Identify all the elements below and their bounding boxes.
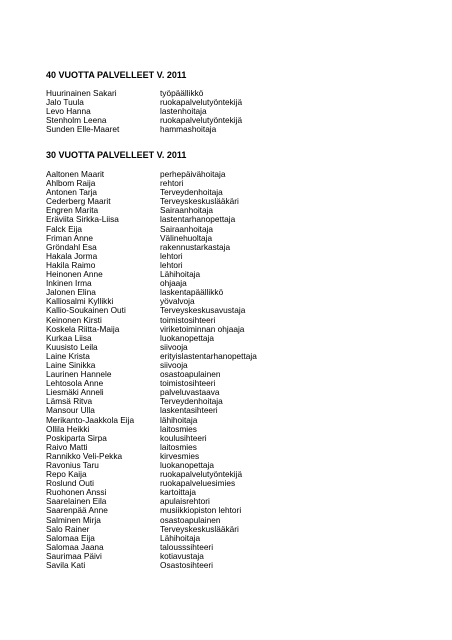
list-40-years — [46, 89, 406, 134]
list-item — [46, 116, 406, 125]
list-item — [46, 188, 406, 197]
person-name: Aaltonen Maarit — [46, 170, 105, 179]
list-item — [46, 297, 406, 306]
list-item — [46, 506, 406, 515]
person-name: Falck Eija — [46, 224, 82, 234]
list-item — [46, 197, 406, 206]
job-title: luokanopettaja — [160, 461, 214, 470]
person-name: Antonen Tarja — [46, 188, 98, 198]
job-title: lastenhoitaja — [160, 107, 207, 117]
list-item — [46, 379, 406, 388]
job-title: laitosmies — [160, 442, 197, 452]
job-title: ruokapalvelutyöntekijä — [160, 116, 243, 126]
job-title: laskentasihteeri — [160, 406, 218, 416]
job-title: musiikkiopiston lehtori — [160, 506, 242, 516]
person-name: Sunden Elle-Maaret — [46, 125, 120, 135]
list-item — [46, 243, 406, 252]
person-name: Inkinen Irma — [46, 279, 92, 289]
person-name: Eräviita Sirkka-Liisa — [46, 215, 119, 225]
job-title: Terveyskeskuslääkäri — [160, 524, 239, 534]
person-name: Ahlbom Raija — [46, 179, 96, 189]
person-name: Koskela Riitta-Maija — [46, 324, 120, 334]
list-item — [46, 461, 406, 470]
list-item — [46, 488, 406, 497]
job-title: Terveyskeskuslääkäri — [160, 197, 239, 207]
list-item — [46, 534, 406, 543]
person-name: Kurkaa Liisa — [46, 333, 92, 343]
job-title: Lähihoitaja — [160, 533, 201, 543]
person-name: Hakala Jorma — [46, 251, 98, 261]
list-item — [46, 270, 406, 279]
person-name: Ruohonen Anssi — [46, 488, 107, 498]
list-item — [46, 370, 406, 379]
list-item — [46, 388, 406, 397]
job-title: Terveydenhoitaja — [160, 188, 223, 198]
job-title: apulaisrehtori — [160, 497, 210, 507]
job-title: toimistosihteeri — [160, 315, 216, 325]
job-title: laskentapäällikkö — [160, 288, 224, 298]
person-name: Ollila Heikki — [46, 424, 90, 434]
person-name: Kallio-Soukainen Outi — [46, 306, 126, 316]
job-title: Lähihoitaja — [160, 270, 201, 280]
person-name: Cederberg Maarit — [46, 197, 111, 207]
list-item — [46, 179, 406, 188]
job-title: ruokapalvelutyöntekijä — [160, 98, 243, 108]
person-name: Keinonen Kirsti — [46, 315, 102, 325]
job-title: Terveyskeskusavustaja — [160, 306, 246, 316]
job-title: toimistosihteeri — [160, 379, 216, 389]
list-item — [46, 516, 406, 525]
job-title: kotiavustaja — [160, 551, 204, 561]
person-name: Kuusisto Leila — [46, 342, 98, 352]
list-item — [46, 215, 406, 224]
list-item — [46, 261, 406, 270]
person-name: Engren Marita — [46, 206, 99, 216]
list-item — [46, 279, 406, 288]
job-title: rakennustarkastaja — [160, 242, 231, 252]
list-item — [46, 352, 406, 361]
job-title: työpäällikkö — [160, 89, 204, 98]
list-item — [46, 107, 406, 116]
job-title: osastoapulainen — [160, 515, 221, 525]
list-item — [46, 552, 406, 561]
list-item — [46, 288, 406, 297]
list-30-years — [46, 170, 406, 570]
list-item — [46, 543, 406, 552]
list-item — [46, 479, 406, 488]
person-name: Kalliosalmi Kyllikki — [46, 297, 114, 307]
person-name: Salomaa Eija — [46, 533, 95, 543]
list-item — [46, 125, 406, 134]
job-title: lehtori — [160, 251, 183, 261]
job-title: yövalvoja — [160, 297, 195, 307]
person-name: Mansour Ulla — [46, 406, 95, 416]
job-title: Sairaanhoitaja — [160, 206, 214, 216]
list-item — [46, 406, 406, 415]
job-title: ohjaaja — [160, 279, 187, 289]
job-title: Terveydenhoitaja — [160, 397, 223, 407]
person-name: Rannikko Veli-Pekka — [46, 451, 123, 461]
person-name: Gröndahl Esa — [46, 242, 97, 252]
person-name: Laine Krista — [46, 351, 90, 361]
list-item — [46, 497, 406, 506]
job-title: siivooja — [160, 360, 188, 370]
list-item — [46, 325, 406, 334]
list-item — [46, 443, 406, 452]
person-name: Friman Anne — [46, 233, 94, 243]
job-title: viriketoiminnan ohjaaja — [160, 324, 245, 334]
job-title: rehtori — [160, 179, 184, 189]
list-item — [46, 361, 406, 370]
person-name: Repo Kaija — [46, 470, 87, 480]
job-title: kartoittaja — [160, 488, 196, 498]
heading-40-years: 40 VUOTTA PALVELLEET V. 2011 — [46, 70, 187, 80]
job-title: kirvesmies — [160, 451, 200, 461]
person-name: Huurinainen Sakari — [46, 89, 117, 98]
list-item — [46, 306, 406, 315]
list-item — [46, 89, 406, 98]
list-item — [46, 225, 406, 234]
person-name: Laine Sinikka — [46, 360, 96, 370]
person-name: Merikanto-Jaakkola Eija — [46, 415, 135, 425]
list-item — [46, 470, 406, 479]
job-title: talousssihteeri — [160, 542, 214, 552]
job-title: Osastosihteeri — [160, 561, 214, 571]
heading-30-years: 30 VUOTTA PALVELLEET V. 2011 — [46, 150, 187, 160]
list-item — [46, 234, 406, 243]
job-title: osastoapulainen — [160, 370, 221, 380]
list-item — [46, 343, 406, 352]
job-title: ruokapalvelutyöntekijä — [160, 470, 243, 480]
job-title: luokanopettaja — [160, 333, 214, 343]
person-name: Lämsä Ritva — [46, 397, 93, 407]
list-item — [46, 525, 406, 534]
person-name: Lehtosola Anne — [46, 379, 104, 389]
person-name: Heinonen Anne — [46, 270, 103, 280]
person-name: Stenholm Leena — [46, 116, 107, 126]
list-item — [46, 98, 406, 107]
list-item — [46, 170, 406, 179]
job-title: palveluvastaava — [160, 388, 220, 398]
person-name: Saurimaa Päivi — [46, 551, 102, 561]
list-item — [46, 334, 406, 343]
job-title: koulusihteeri — [160, 433, 207, 443]
job-title: Välinehuoltaja — [160, 233, 213, 243]
list-item — [46, 206, 406, 215]
job-title: ruokapalveluesimies — [160, 479, 236, 489]
person-name: Savila Kati — [46, 561, 86, 571]
person-name: Poskiparta Sirpa — [46, 433, 107, 443]
list-item — [46, 561, 406, 570]
person-name: Salminen Mirja — [46, 515, 101, 525]
job-title: perhepäivähoitaja — [160, 170, 226, 179]
person-name: Saarenpää Anne — [46, 506, 108, 516]
person-name: Salo Rainer — [46, 524, 90, 534]
job-title: laitosmies — [160, 424, 197, 434]
job-title: lehtori — [160, 260, 183, 270]
person-name: Roslund Outi — [46, 479, 94, 489]
list-item — [46, 397, 406, 406]
list-item — [46, 452, 406, 461]
person-name: Hakila Raimo — [46, 260, 96, 270]
job-title: lastentarhanopettaja — [160, 215, 236, 225]
person-name: Jalo Tuula — [46, 98, 84, 108]
person-name: Ravonius Taru — [46, 461, 99, 470]
job-title: lähihoitaja — [160, 415, 198, 425]
person-name: Levo Hanna — [46, 107, 91, 117]
list-item — [46, 434, 406, 443]
person-name: Jalonen Elina — [46, 288, 96, 298]
job-title: erityislastentarhanopettaja — [160, 351, 257, 361]
list-item — [46, 252, 406, 261]
list-item — [46, 416, 406, 425]
person-name: Salomaa Jaana — [46, 542, 104, 552]
person-name: Laurinen Hannele — [46, 370, 112, 380]
job-title: hammashoitaja — [160, 125, 217, 135]
person-name: Raivo Matti — [46, 442, 88, 452]
job-title: Sairaanhoitaja — [160, 224, 214, 234]
list-item — [46, 425, 406, 434]
person-name: Saarelainen Eila — [46, 497, 107, 507]
list-item — [46, 316, 406, 325]
job-title: siivooja — [160, 342, 188, 352]
person-name: Liesmäki Anneli — [46, 388, 104, 398]
